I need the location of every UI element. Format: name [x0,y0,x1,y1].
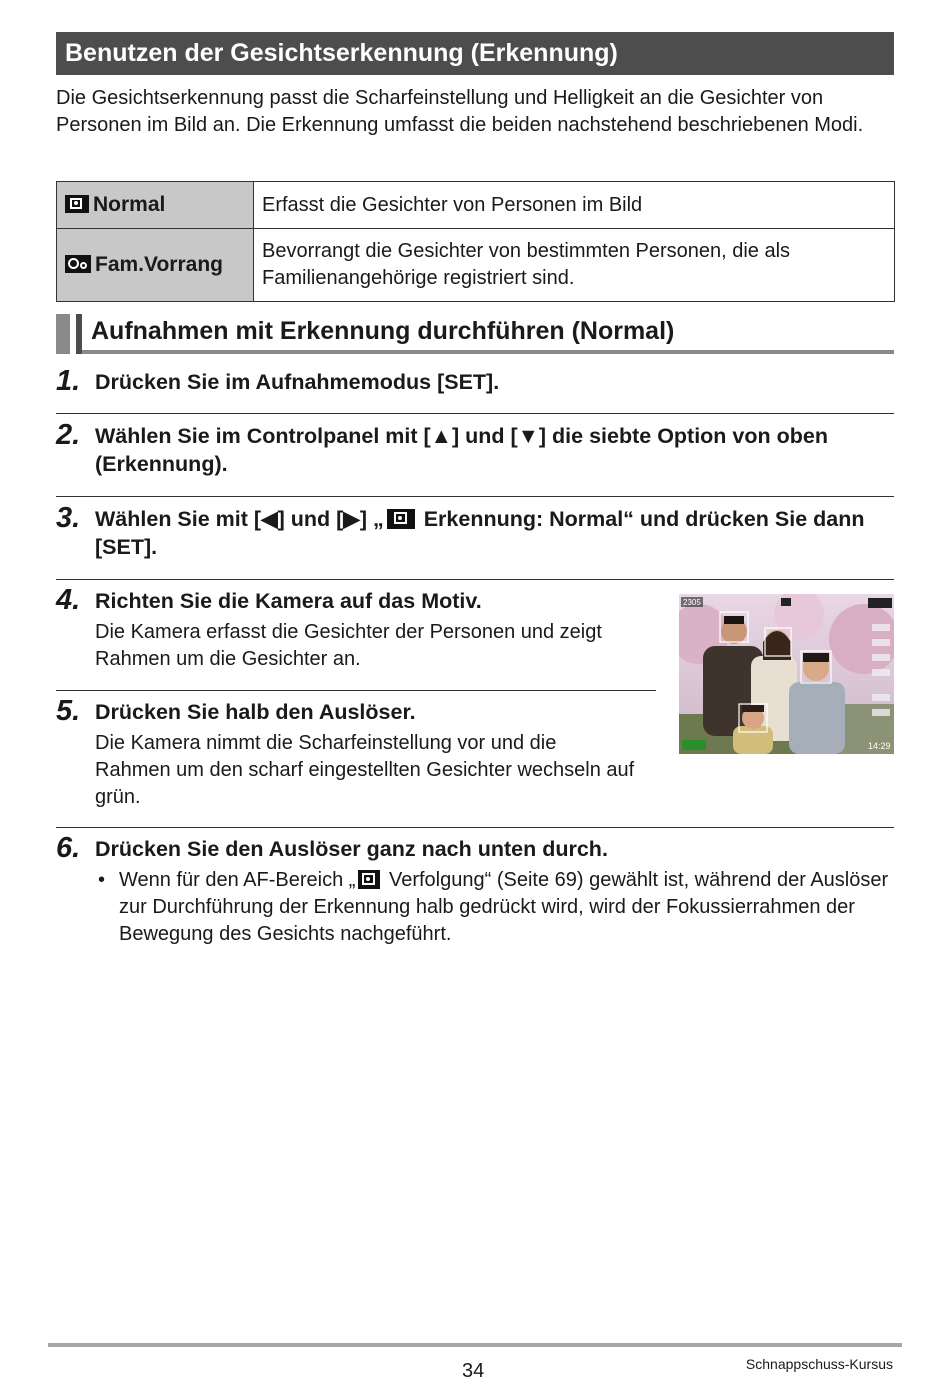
up-arrow-icon: ▲ [430,424,452,448]
divider [56,413,894,414]
step-number: 2. [56,419,81,451]
heading-underline [82,350,894,354]
footer-label: Schnappschuss-Kursus [745,1356,893,1372]
section-title: Aufnahmen mit Erkennung durchführen (Normal) [91,317,675,345]
step-title: Drücken Sie im Aufnahmemodus [SET]. [95,370,500,394]
step-number: 4. [56,584,81,616]
mode-description: Bevorrangt die Gesichter von bestimmten Personen, die als Familienangehörige registriert sind. [254,229,895,302]
step-number: 3. [56,502,81,534]
face-detect-icon [65,195,89,213]
table-row [57,182,895,229]
divider [56,827,894,828]
shot-count: 2305 [683,598,701,607]
mode-cell [57,229,254,302]
page-number: 34 [462,1360,485,1382]
left-arrow-icon: ◀ [261,507,278,531]
tracking-af-icon [358,870,380,889]
step-title: Richten Sie die Kamera auf das Motiv. [95,589,482,613]
footer-divider [48,1343,902,1347]
page-title: Benutzen der Gesichtserkennung (Erkennung) [56,32,894,75]
step-number: 5. [56,695,81,727]
intro-paragraph: Die Gesichtserkennung passt die Scharfeinstellung und Helligkeit an die Gesichter von Personen im Bild an. Die Erkennung umfasst die beiden nachstehend beschriebenen Modi. [56,87,864,136]
down-arrow-icon: ▼ [517,424,539,448]
heading-bar [76,314,82,354]
step-title: Wählen Sie mit [◀] und [▶] „ Erkennung: Normal“ und drücken Sie dann [SET]. [95,507,865,559]
section-heading [56,314,894,354]
mode-description: Erfasst die Gesichter von Personen im Bild [254,182,895,229]
heading-bar [56,314,70,354]
mode-name: Fam.Vorrang [95,253,223,276]
step-body: Die Kamera erfasst die Gesichter der Personen und zeigt Rahmen um die Gesichter an. [95,621,602,670]
step-number: 1. [56,365,81,397]
divider [56,496,894,497]
table-row [57,229,895,302]
right-arrow-icon: ▶ [343,507,360,531]
modes-table [56,181,895,302]
time-readout: 14:29 [868,741,891,751]
bullet-marker: • [98,869,106,891]
step-number: 6. [56,832,81,864]
face-detect-icon [387,509,415,529]
bullet-text: Wenn für den AF-Bereich „ Verfolgung“ (Seite 69) gewählt ist, während der Auslöser zur Durchführung der Erkennung halb gedrückt wird, wird der Fokussierrahmen der Bewegung des Gesichts nachgeführt. [119,869,889,945]
family-priority-icon [65,255,91,273]
camera-preview-image [679,594,894,754]
divider [56,579,894,580]
step-title: Wählen Sie im Controlpanel mit [▲] und [▼] die siebte Option von oben (Erkennung). [95,424,828,476]
divider [56,690,656,691]
step-title: Drücken Sie den Auslöser ganz nach unten durch. [95,837,608,861]
step-body: Die Kamera nimmt die Scharfeinstellung vor und die Rahmen um den scharf eingestellten Gesichter wechseln auf grün. [95,732,635,808]
mode-name: Normal [93,193,166,216]
mode-cell [57,182,254,229]
step-title: Drücken Sie halb den Auslöser. [95,700,416,724]
